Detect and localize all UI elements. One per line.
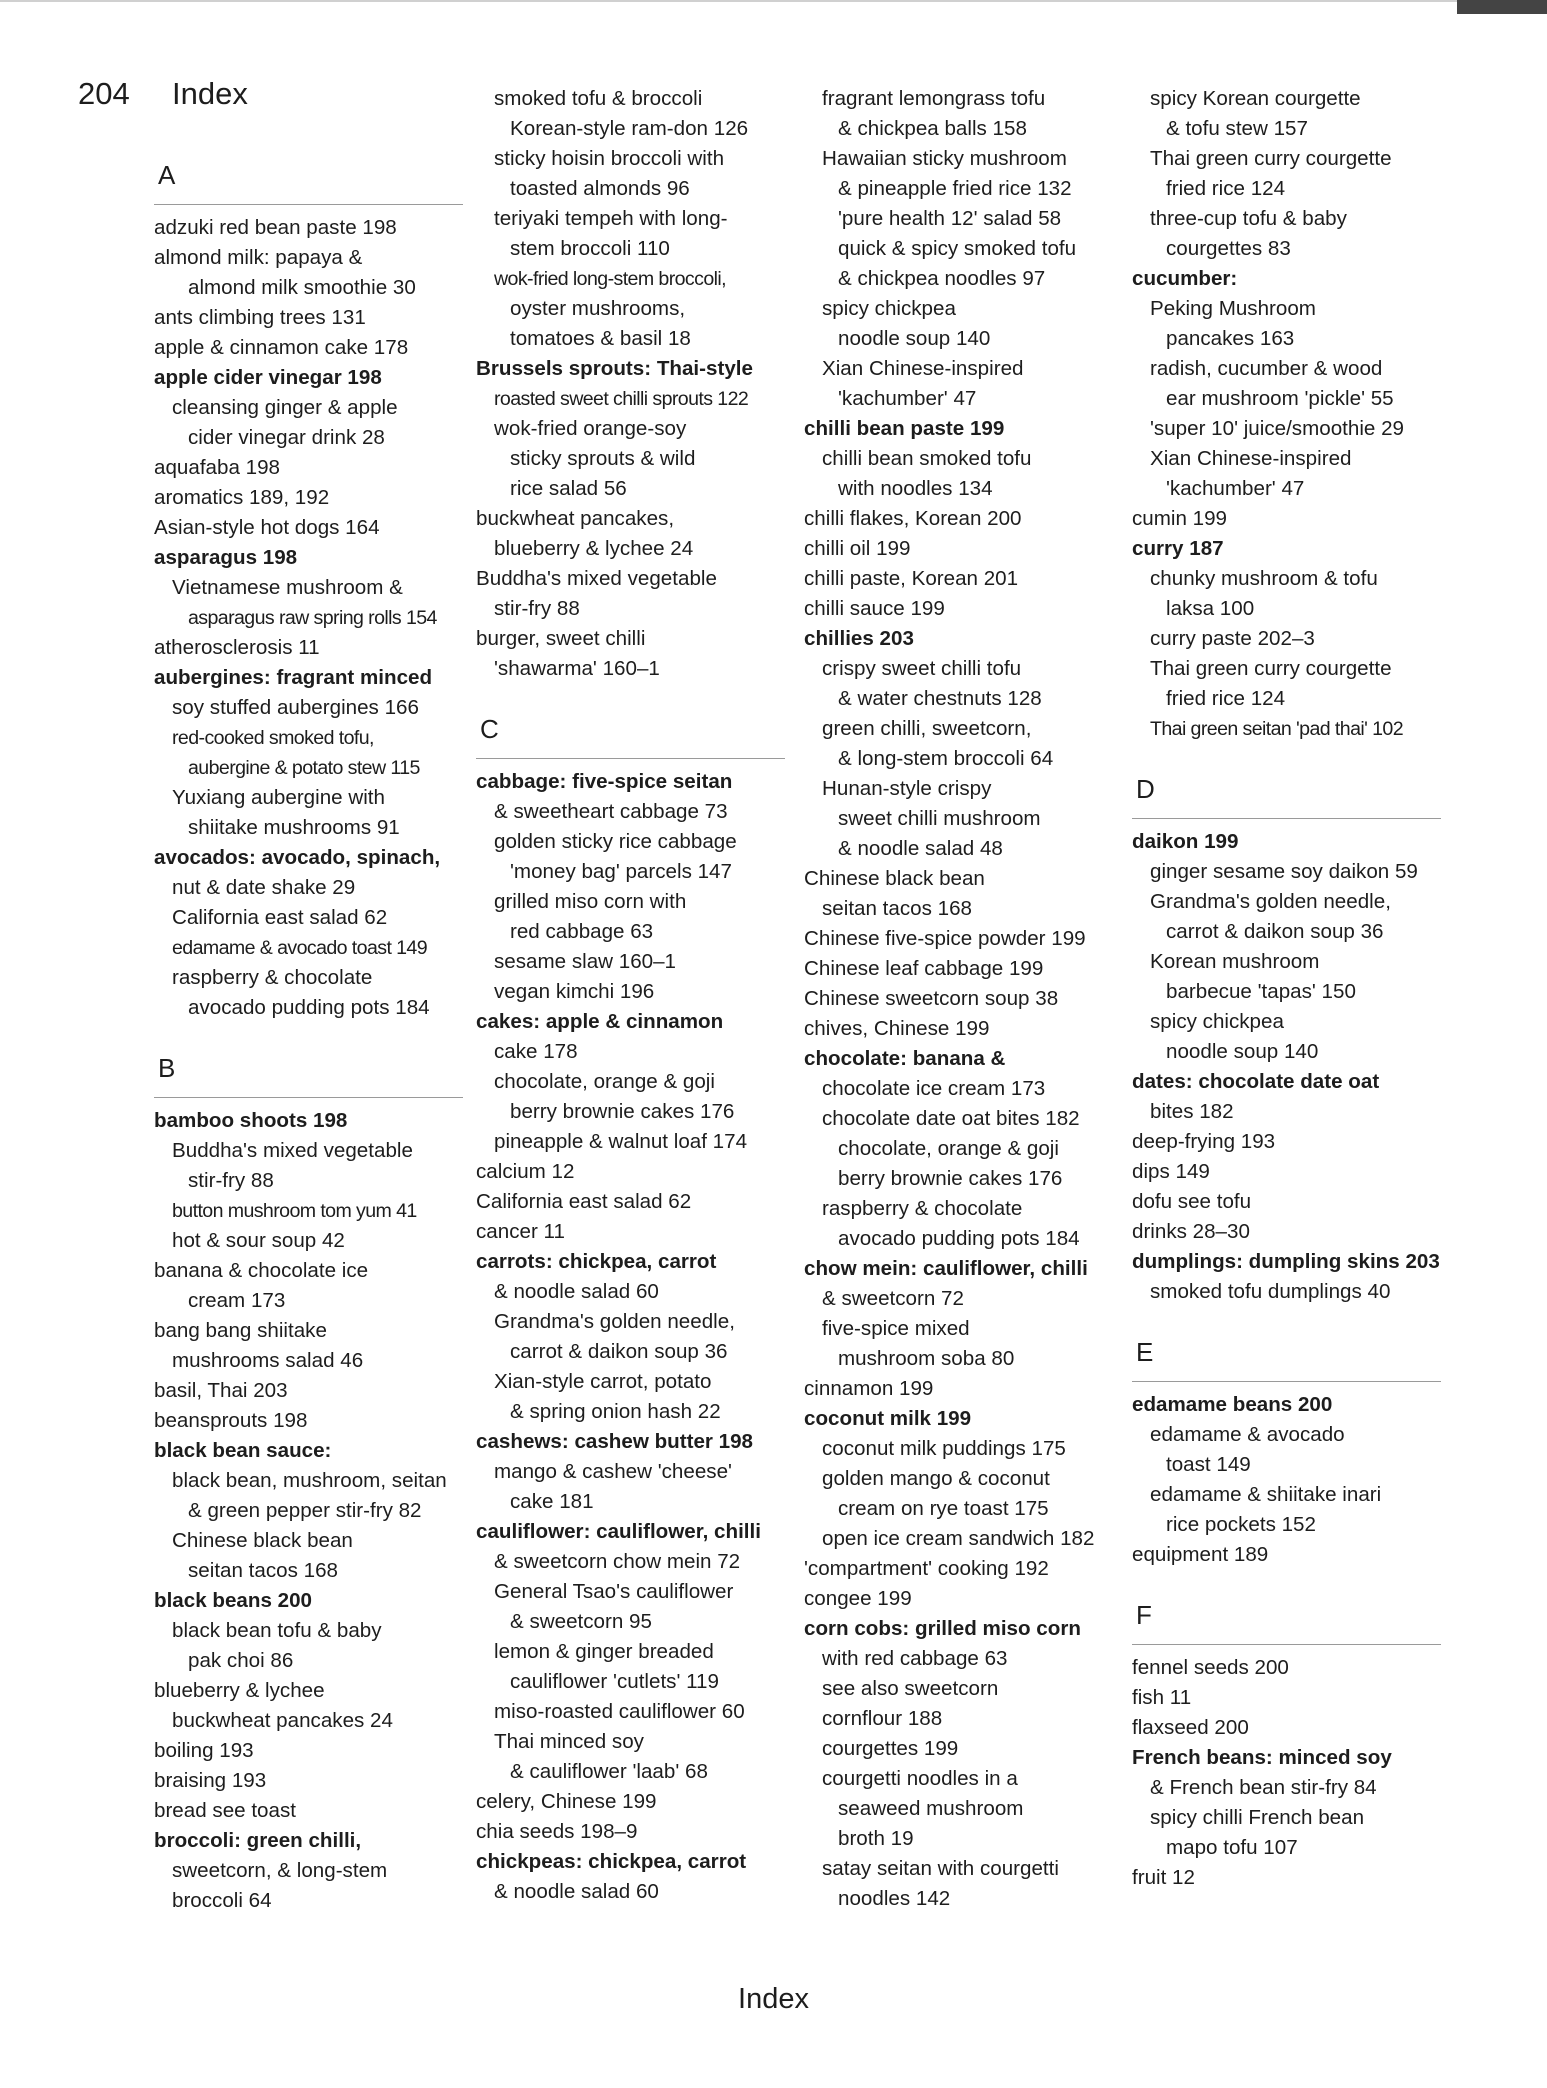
index-subentry: spicy chilli French bean xyxy=(1150,1806,1365,1829)
index-entry: carrots: chickpea, carrot xyxy=(476,1250,717,1273)
index-subentry: & tofu stew 157 xyxy=(1166,117,1308,140)
index-entry: chilli sauce 199 xyxy=(804,597,945,620)
index-subentry: stir-fry 88 xyxy=(494,597,580,620)
index-subentry: Peking Mushroom xyxy=(1150,297,1316,320)
index-subentry: Korean-style ram-don 126 xyxy=(510,117,749,140)
index-entry: calcium 12 xyxy=(476,1160,575,1183)
index-subentry: Chinese black bean xyxy=(172,1529,353,1552)
index-subentry: with red cabbage 63 xyxy=(822,1647,1008,1670)
index-subentry: chocolate ice cream 173 xyxy=(822,1077,1046,1100)
index-subentry: red cabbage 63 xyxy=(510,920,654,943)
index-entry: corn cobs: grilled miso corn xyxy=(804,1617,1081,1640)
index-subentry: crispy sweet chilli tofu xyxy=(822,657,1022,680)
index-subentry: ginger sesame soy daikon 59 xyxy=(1150,860,1418,883)
index-subentry: mango & cashew 'cheese' xyxy=(494,1460,732,1483)
index-entry: French beans: minced soy xyxy=(1132,1746,1392,1769)
index-entry: beansprouts 198 xyxy=(154,1409,308,1432)
index-entry: fruit 12 xyxy=(1132,1866,1195,1889)
index-entry: dips 149 xyxy=(1132,1160,1210,1183)
index-subentry: 'pure health 12' salad 58 xyxy=(838,207,1062,230)
index-entry: coconut milk 199 xyxy=(804,1407,972,1430)
index-subentry: cleansing ginger & apple xyxy=(172,396,398,419)
index-entry: cakes: apple & cinnamon xyxy=(476,1010,724,1033)
index-subentry: sweet chilli mushroom xyxy=(838,807,1041,830)
index-entry: avocados: avocado, spinach, xyxy=(154,846,441,869)
index-column-3 xyxy=(804,84,1124,1914)
index-subentry: avocado pudding pots 184 xyxy=(838,1227,1080,1250)
index-entry: buckwheat pancakes, xyxy=(476,507,675,530)
section-letter-heading: C xyxy=(476,714,785,759)
index-subentry: & long-stem broccoli 64 xyxy=(838,747,1054,770)
index-subentry: & pineapple fried rice 132 xyxy=(838,177,1072,200)
index-subentry: & noodle salad 60 xyxy=(494,1880,659,1903)
section-letter-heading: E xyxy=(1132,1337,1441,1382)
index-entry: chilli paste, Korean 201 xyxy=(804,567,1019,590)
index-subentry: pineapple & walnut loaf 174 xyxy=(494,1130,748,1153)
index-subentry: see also sweetcorn xyxy=(822,1677,999,1700)
index-subentry: fragrant lemongrass tofu xyxy=(822,87,1046,110)
index-subentry: Thai minced soy xyxy=(494,1730,644,1753)
section-letter-heading: D xyxy=(1132,774,1441,819)
index-entry: bang bang shiitake xyxy=(154,1319,327,1342)
index-subentry: broccoli 64 xyxy=(172,1889,272,1912)
index-entry: chilli oil 199 xyxy=(804,537,911,560)
index-subentry: cider vinegar drink 28 xyxy=(188,426,385,449)
index-entry: ants climbing trees 131 xyxy=(154,306,366,329)
index-subentry: smoked tofu dumplings 40 xyxy=(1150,1280,1391,1303)
index-subentry: & cauliflower 'laab' 68 xyxy=(510,1760,708,1783)
index-entry: Chinese five-spice powder 199 xyxy=(804,927,1086,950)
index-entry: California east salad 62 xyxy=(476,1190,692,1213)
index-entry: broccoli: green chilli, xyxy=(154,1829,362,1852)
index-subentry: pak choi 86 xyxy=(188,1649,294,1672)
index-entry: Chinese black bean xyxy=(804,867,985,890)
index-subentry: cream 173 xyxy=(188,1289,286,1312)
index-entry: cumin 199 xyxy=(1132,507,1228,530)
index-subentry: laksa 100 xyxy=(1166,597,1255,620)
index-subentry: sticky sprouts & wild xyxy=(510,447,696,470)
index-subentry: spicy chickpea xyxy=(1150,1010,1284,1033)
index-subentry: open ice cream sandwich 182 xyxy=(822,1527,1095,1550)
index-subentry: buckwheat pancakes 24 xyxy=(172,1709,393,1732)
index-entry: chow mein: cauliflower, chilli xyxy=(804,1257,1088,1280)
index-entry: fish 11 xyxy=(1132,1686,1192,1709)
index-subentry: shiitake mushrooms 91 xyxy=(188,816,400,839)
section-letter-heading: B xyxy=(154,1053,463,1098)
index-subentry: mapo tofu 107 xyxy=(1166,1836,1298,1859)
index-subentry: golden sticky rice cabbage xyxy=(494,830,737,853)
index-subentry: mushrooms salad 46 xyxy=(172,1349,364,1372)
index-subentry: & spring onion hash 22 xyxy=(510,1400,721,1423)
index-subentry: five-spice mixed xyxy=(822,1317,970,1340)
index-subentry: fried rice 124 xyxy=(1166,687,1286,710)
index-subentry: pancakes 163 xyxy=(1166,327,1295,350)
index-entry: chillies 203 xyxy=(804,627,914,650)
index-entry: Brussels sprouts: Thai-style xyxy=(476,357,753,380)
index-subentry: bites 182 xyxy=(1150,1100,1234,1123)
page-corner-shadow xyxy=(1457,0,1547,14)
index-entry: adzuki red bean paste 198 xyxy=(154,216,397,239)
index-subentry: General Tsao's cauliflower xyxy=(494,1580,734,1603)
index-subentry: & sweetheart cabbage 73 xyxy=(494,800,728,823)
index-subentry: asparagus raw spring rolls 154 xyxy=(188,607,437,629)
index-entry: asparagus 198 xyxy=(154,546,298,569)
index-entry: 'compartment' cooking 192 xyxy=(804,1557,1049,1580)
index-subentry: Thai green curry courgette xyxy=(1150,147,1392,170)
index-subentry: noodle soup 140 xyxy=(838,327,991,350)
index-subentry: grilled miso corn with xyxy=(494,890,687,913)
page-footer: Index xyxy=(738,1983,809,2015)
index-subentry: cornflour 188 xyxy=(822,1707,943,1730)
index-entry: aquafaba 198 xyxy=(154,456,280,479)
index-subentry: curry paste 202–3 xyxy=(1150,627,1315,650)
index-entry: bread see toast xyxy=(154,1799,296,1822)
index-subentry: radish, cucumber & wood xyxy=(1150,357,1383,380)
index-subentry: ear mushroom 'pickle' 55 xyxy=(1166,387,1394,410)
index-subentry: Hunan-style crispy xyxy=(822,777,992,800)
index-subentry: spicy Korean courgette xyxy=(1150,87,1361,110)
index-subentry: stir-fry 88 xyxy=(188,1169,274,1192)
index-subentry: almond milk smoothie 30 xyxy=(188,276,416,299)
index-subentry: Xian-style carrot, potato xyxy=(494,1370,712,1393)
index-subentry: & chickpea balls 158 xyxy=(838,117,1027,140)
index-subentry: cream on rye toast 175 xyxy=(838,1497,1049,1520)
index-subentry: tomatoes & basil 18 xyxy=(510,327,691,350)
index-subentry: Hawaiian sticky mushroom xyxy=(822,147,1067,170)
index-entry: chocolate: banana & xyxy=(804,1047,1006,1070)
index-subentry: seitan tacos 168 xyxy=(188,1559,338,1582)
index-subentry: toasted almonds 96 xyxy=(510,177,690,200)
index-subentry: courgettes 83 xyxy=(1166,237,1291,260)
index-subentry: raspberry & chocolate xyxy=(172,966,373,989)
index-subentry: noodle soup 140 xyxy=(1166,1040,1319,1063)
index-subentry: wok-fried long-stem broccoli, xyxy=(494,268,726,290)
index-subentry: golden mango & coconut xyxy=(822,1467,1050,1490)
index-subentry: quick & spicy smoked tofu xyxy=(838,237,1077,260)
index-entry: dumplings: dumpling skins 203 xyxy=(1132,1250,1440,1273)
index-subentry: & sweetcorn 72 xyxy=(822,1287,964,1310)
index-subentry: & green pepper stir-fry 82 xyxy=(188,1499,422,1522)
top-edge-line xyxy=(0,0,1460,2)
index-subentry: satay seitan with courgetti xyxy=(822,1857,1059,1880)
index-subentry: wok-fried orange-soy xyxy=(494,417,687,440)
index-entry: Buddha's mixed vegetable xyxy=(476,567,717,590)
index-subentry: stem broccoli 110 xyxy=(510,237,670,260)
index-subentry: miso-roasted cauliflower 60 xyxy=(494,1700,745,1723)
index-entry: congee 199 xyxy=(804,1587,912,1610)
index-subentry: nut & date shake 29 xyxy=(172,876,356,899)
index-entry: chilli bean paste 199 xyxy=(804,417,1005,440)
index-subentry: California east salad 62 xyxy=(172,906,388,929)
index-subentry: courgetti noodles in a xyxy=(822,1767,1018,1790)
index-subentry: & French bean stir-fry 84 xyxy=(1150,1776,1377,1799)
index-subentry: broth 19 xyxy=(838,1827,914,1850)
index-subentry: button mushroom tom yum 41 xyxy=(172,1200,417,1222)
index-subentry: carrot & daikon soup 36 xyxy=(510,1340,728,1363)
index-subentry: edamame & avocado toast 149 xyxy=(172,937,428,959)
index-entry: chilli flakes, Korean 200 xyxy=(804,507,1022,530)
index-subentry: sticky hoisin broccoli with xyxy=(494,147,725,170)
index-subentry: fried rice 124 xyxy=(1166,177,1286,200)
index-subentry: with noodles 134 xyxy=(838,477,993,500)
index-column-2 xyxy=(476,84,796,1907)
page-number: 204 xyxy=(78,76,130,111)
page-title: Index xyxy=(172,76,248,111)
index-subentry: rice pockets 152 xyxy=(1166,1513,1316,1536)
index-subentry: chocolate, orange & goji xyxy=(494,1070,715,1093)
index-entry: cucumber: xyxy=(1132,267,1238,290)
index-subentry: teriyaki tempeh with long- xyxy=(494,207,728,230)
index-entry: daikon 199 xyxy=(1132,830,1239,853)
index-subentry: lemon & ginger breaded xyxy=(494,1640,714,1663)
index-subentry: chocolate date oat bites 182 xyxy=(822,1107,1080,1130)
index-entry: apple & cinnamon cake 178 xyxy=(154,336,409,359)
index-entry: aromatics 189, 192 xyxy=(154,486,330,509)
index-subentry: smoked tofu & broccoli xyxy=(494,87,703,110)
index-subentry: three-cup tofu & baby xyxy=(1150,207,1347,230)
index-entry: cabbage: five-spice seitan xyxy=(476,770,733,793)
index-subentry: rice salad 56 xyxy=(510,477,627,500)
index-subentry: black bean, mushroom, seitan xyxy=(172,1469,447,1492)
index-entry: dofu see tofu xyxy=(1132,1190,1252,1213)
index-entry: braising 193 xyxy=(154,1769,267,1792)
index-entry: flaxseed 200 xyxy=(1132,1716,1249,1739)
index-entry: Asian-style hot dogs 164 xyxy=(154,516,380,539)
index-entry: cashews: cashew butter 198 xyxy=(476,1430,753,1453)
index-subentry: Xian Chinese-inspired xyxy=(822,357,1024,380)
index-subentry: & water chestnuts 128 xyxy=(838,687,1042,710)
index-subentry: berry brownie cakes 176 xyxy=(838,1167,1063,1190)
index-entry: banana & chocolate ice xyxy=(154,1259,369,1282)
index-subentry: cauliflower 'cutlets' 119 xyxy=(510,1670,719,1693)
index-entry: cinnamon 199 xyxy=(804,1377,934,1400)
index-subentry: 'kachumber' 47 xyxy=(1166,477,1305,500)
index-subentry: & chickpea noodles 97 xyxy=(838,267,1046,290)
index-subentry: red-cooked smoked tofu, xyxy=(172,727,374,749)
index-entry: bamboo shoots 198 xyxy=(154,1109,348,1132)
index-subentry: & noodle salad 48 xyxy=(838,837,1003,860)
index-entry: basil, Thai 203 xyxy=(154,1379,288,1402)
index-subentry: barbecue 'tapas' 150 xyxy=(1166,980,1356,1003)
index-subentry: Thai green curry courgette xyxy=(1150,657,1392,680)
index-entry: chia seeds 198–9 xyxy=(476,1820,638,1843)
index-entry: drinks 28–30 xyxy=(1132,1220,1250,1243)
index-subentry: aubergine & potato stew 115 xyxy=(188,757,420,779)
index-subentry: chilli bean smoked tofu xyxy=(822,447,1032,470)
index-entry: blueberry & lychee xyxy=(154,1679,325,1702)
index-subentry: black bean tofu & baby xyxy=(172,1619,382,1642)
index-subentry: chocolate, orange & goji xyxy=(838,1137,1059,1160)
index-subentry: & sweetcorn 95 xyxy=(510,1610,652,1633)
index-subentry: Korean mushroom xyxy=(1150,950,1320,973)
index-subentry: avocado pudding pots 184 xyxy=(188,996,430,1019)
index-entry: curry 187 xyxy=(1132,537,1224,560)
index-subentry: Vietnamese mushroom & xyxy=(172,576,403,599)
index-subentry: soy stuffed aubergines 166 xyxy=(172,696,419,719)
index-subentry: edamame & shiitake inari xyxy=(1150,1483,1382,1506)
index-entry: cauliflower: cauliflower, chilli xyxy=(476,1520,761,1543)
index-subentry: green chilli, sweetcorn, xyxy=(822,717,1032,740)
section-letter-heading: F xyxy=(1132,1600,1441,1645)
index-subentry: mushroom soba 80 xyxy=(838,1347,1015,1370)
index-subentry: hot & sour soup 42 xyxy=(172,1229,345,1252)
index-column-4 xyxy=(1132,84,1452,1893)
index-subentry: toast 149 xyxy=(1166,1453,1251,1476)
index-entry: dates: chocolate date oat xyxy=(1132,1070,1380,1093)
index-subentry: & noodle salad 60 xyxy=(494,1280,659,1303)
index-subentry: 'money bag' parcels 147 xyxy=(510,860,732,883)
index-entry: deep-frying 193 xyxy=(1132,1130,1276,1153)
index-entry: celery, Chinese 199 xyxy=(476,1790,657,1813)
index-subentry: coconut milk puddings 175 xyxy=(822,1437,1066,1460)
index-subentry: seaweed mushroom xyxy=(838,1797,1024,1820)
index-entry: Chinese sweetcorn soup 38 xyxy=(804,987,1059,1010)
index-subentry: cake 178 xyxy=(494,1040,578,1063)
index-subentry: Thai green seitan 'pad thai' 102 xyxy=(1150,718,1403,740)
index-entry: cancer 11 xyxy=(476,1220,565,1243)
index-entry: apple cider vinegar 198 xyxy=(154,366,382,389)
index-subentry: Yuxiang aubergine with xyxy=(172,786,385,809)
index-subentry: 'kachumber' 47 xyxy=(838,387,977,410)
index-entry: edamame beans 200 xyxy=(1132,1393,1333,1416)
index-subentry: & sweetcorn chow mein 72 xyxy=(494,1550,741,1573)
index-subentry: Grandma's golden needle, xyxy=(1150,890,1391,913)
index-subentry: chunky mushroom & tofu xyxy=(1150,567,1378,590)
index-entry: atherosclerosis 11 xyxy=(154,636,320,659)
index-subentry: Xian Chinese-inspired xyxy=(1150,447,1352,470)
index-subentry: berry brownie cakes 176 xyxy=(510,1100,735,1123)
index-subentry: roasted sweet chilli sprouts 122 xyxy=(494,388,749,410)
section-letter-heading: A xyxy=(154,160,463,205)
index-entry: chickpeas: chickpea, carrot xyxy=(476,1850,747,1873)
index-subentry: courgettes 199 xyxy=(822,1737,959,1760)
index-entry: Chinese leaf cabbage 199 xyxy=(804,957,1044,980)
index-subentry: carrot & daikon soup 36 xyxy=(1166,920,1384,943)
index-entry: burger, sweet chilli xyxy=(476,627,646,650)
index-subentry: cake 181 xyxy=(510,1490,594,1513)
index-subentry: oyster mushrooms, xyxy=(510,297,686,320)
index-subentry: seitan tacos 168 xyxy=(822,897,972,920)
index-entry: equipment 189 xyxy=(1132,1543,1269,1566)
index-subentry: Grandma's golden needle, xyxy=(494,1310,735,1333)
index-subentry: 'shawarma' 160–1 xyxy=(494,657,660,680)
index-subentry: spicy chickpea xyxy=(822,297,956,320)
index-entry: black beans 200 xyxy=(154,1589,312,1612)
index-subentry: Buddha's mixed vegetable xyxy=(172,1139,413,1162)
index-entry: chives, Chinese 199 xyxy=(804,1017,990,1040)
index-subentry: noodles 142 xyxy=(838,1887,951,1910)
index-entry: almond milk: papaya & xyxy=(154,246,363,269)
index-subentry: blueberry & lychee 24 xyxy=(494,537,694,560)
index-subentry: edamame & avocado xyxy=(1150,1423,1345,1446)
index-entry: black bean sauce: xyxy=(154,1439,332,1462)
index-entry: aubergines: fragrant minced xyxy=(154,666,433,689)
index-subentry: raspberry & chocolate xyxy=(822,1197,1023,1220)
index-subentry: sesame slaw 160–1 xyxy=(494,950,677,973)
index-column-1 xyxy=(154,160,474,1916)
index-subentry: vegan kimchi 196 xyxy=(494,980,655,1003)
index-subentry: 'super 10' juice/smoothie 29 xyxy=(1150,417,1404,440)
index-subentry: sweetcorn, & long-stem xyxy=(172,1859,388,1882)
index-entry: boiling 193 xyxy=(154,1739,254,1762)
index-entry: fennel seeds 200 xyxy=(1132,1656,1289,1679)
